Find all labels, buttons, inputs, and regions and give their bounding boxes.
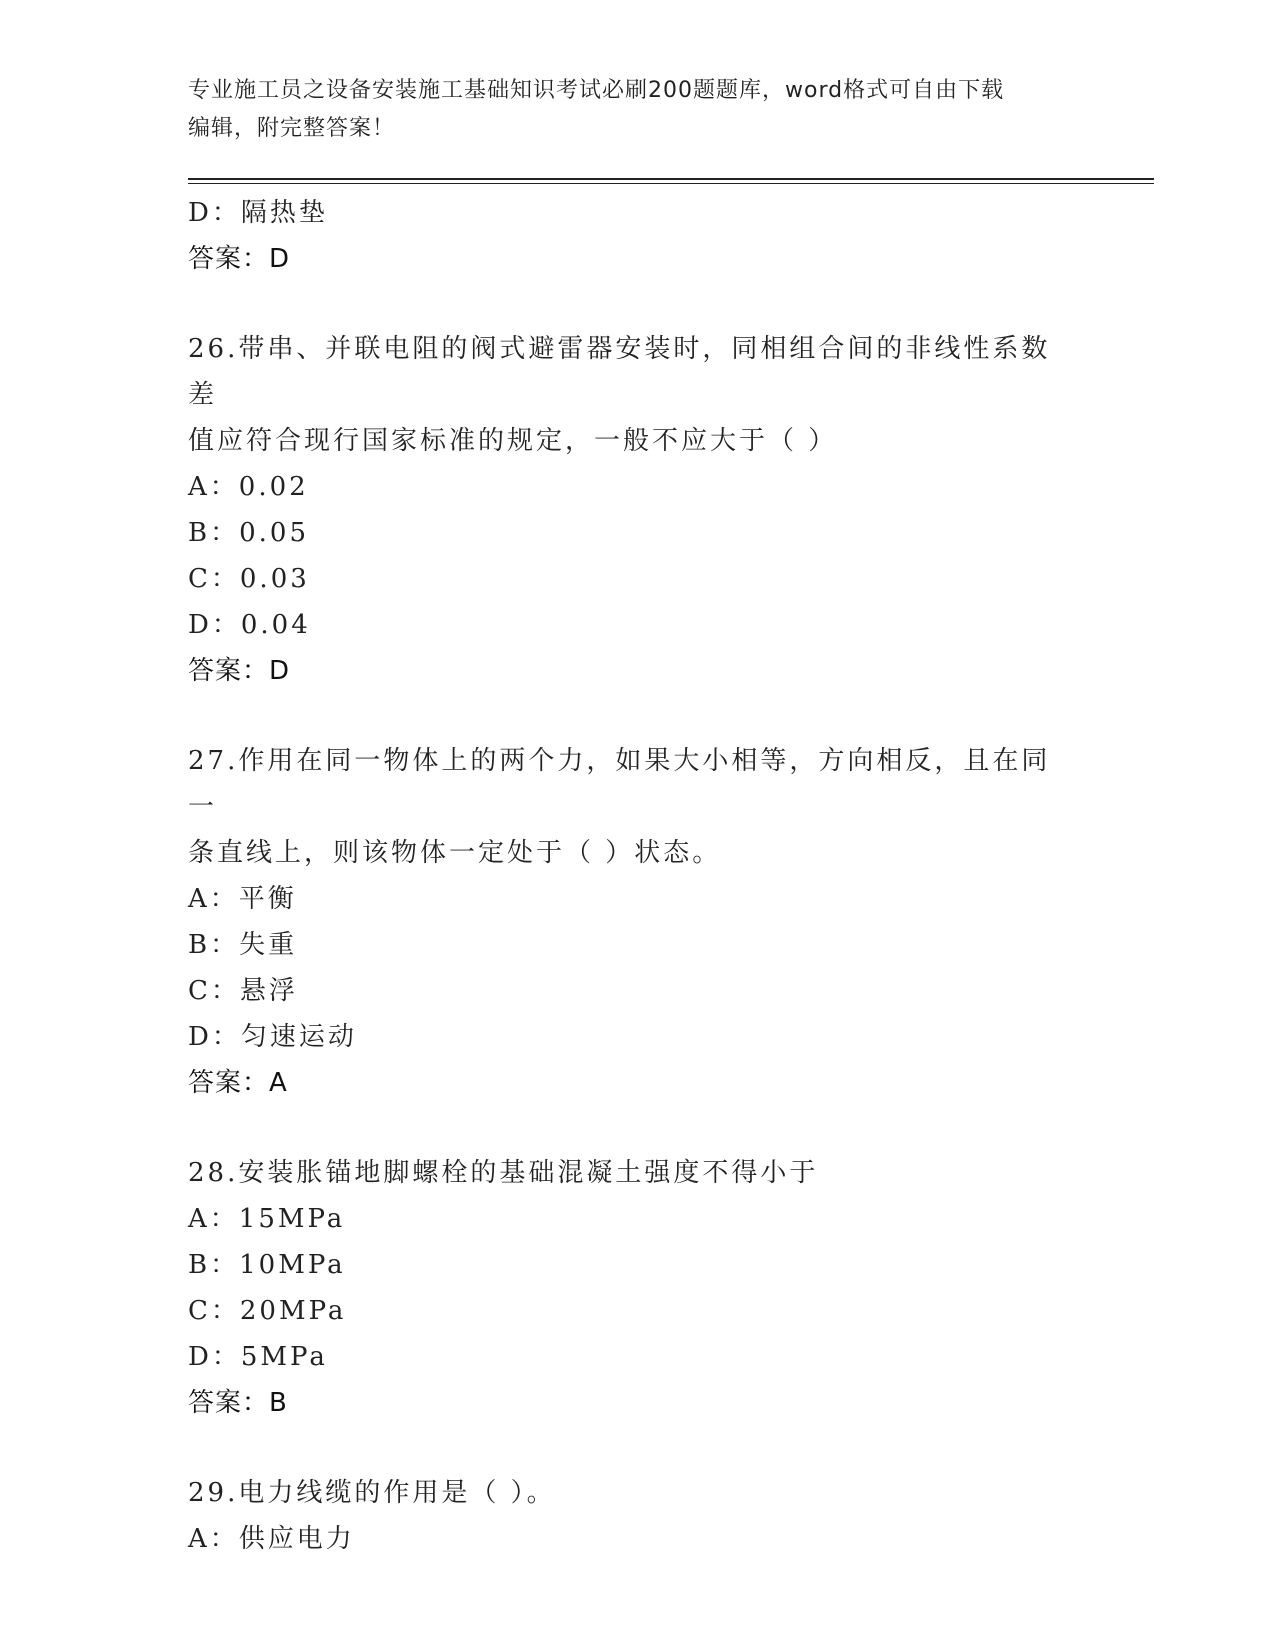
question-stem-line: 26.带串、并联电阻的阀式避雷器安装时，同相组合间的非线性系数差 <box>188 334 1051 410</box>
answer: 答案：A <box>188 1068 288 1098</box>
question-26 <box>188 326 1068 464</box>
question-stem-line: 值应符合现行国家标准的规定，一般不应大于（ ） <box>188 426 838 456</box>
option-b: B：10MPa <box>188 1250 346 1280</box>
option-c: C：20MPa <box>188 1296 347 1326</box>
header-line-2: 编辑，附完整答案！ <box>188 116 396 141</box>
question-stem-line: 27.作用在同一物体上的两个力，如果大小相等，方向相反，且在同一 <box>188 746 1051 822</box>
option-d: D：匀速运动 <box>188 1022 357 1052</box>
question-28 <box>188 1150 1068 1196</box>
question-stem-line: 条直线上，则该物体一定处于（ ）状态。 <box>188 838 722 868</box>
answer: 答案：D <box>188 656 291 686</box>
option-a: A：0.02 <box>188 472 309 502</box>
question-stem-line: 28.安装胀锚地脚螺栓的基础混凝土强度不得小于 <box>188 1158 819 1188</box>
header-line-1: 专业施工员之设备安装施工基础知识考试必刷200题题库，word格式可自由下载 <box>188 78 1005 103</box>
option-d: D：隔热垫 <box>188 198 328 228</box>
header-rule-thin <box>188 183 1154 184</box>
option-a: A：供应电力 <box>188 1524 355 1554</box>
option-d: D：5MPa <box>188 1342 328 1372</box>
option-a: A：平衡 <box>188 884 297 914</box>
document-body <box>188 190 1088 1562</box>
option-d: D：0.04 <box>188 610 311 640</box>
option-c: C：悬浮 <box>188 976 298 1006</box>
question-29 <box>188 1470 1068 1516</box>
question-27 <box>188 738 1068 876</box>
answer: 答案：B <box>188 1388 288 1418</box>
document-header <box>188 72 1088 148</box>
answer: 答案：D <box>188 244 291 274</box>
option-a: A：15MPa <box>188 1204 346 1234</box>
question-stem-line: 29.电力线缆的作用是（ ）。 <box>188 1478 556 1508</box>
option-c: C：0.03 <box>188 564 310 594</box>
option-b: B：失重 <box>188 930 298 960</box>
option-b: B：0.05 <box>188 518 309 548</box>
header-rule-thick <box>188 178 1154 180</box>
